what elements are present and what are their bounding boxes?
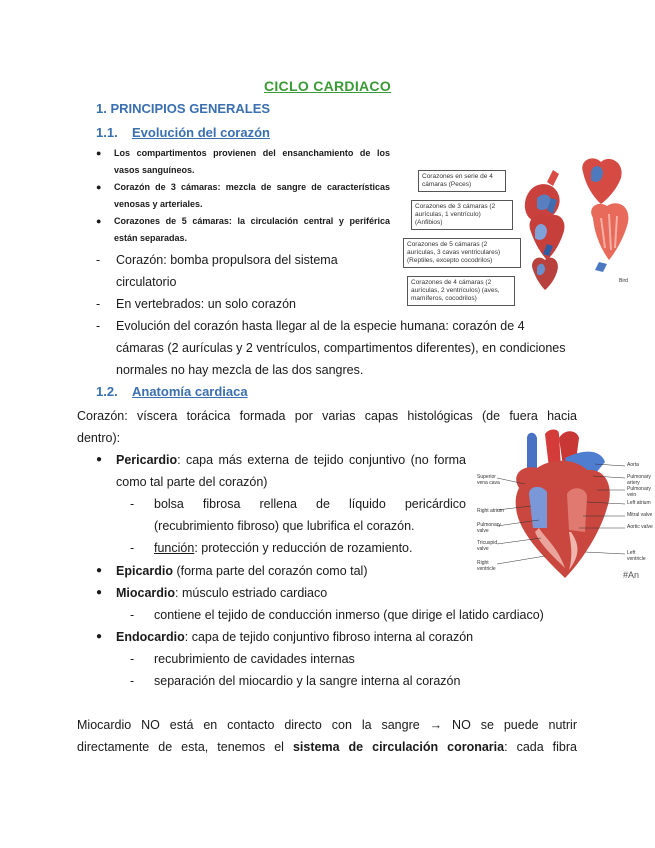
list-item: ● Los compartimentos provienen del ensanchamiento de los vasos sanguíneos. [96,145,390,179]
pericardio-subitems [130,493,466,559]
evolution-box-fish: Corazones en serie de 4 cámaras (Peces) [418,170,506,192]
label-mitral-valve: Mitral valve [627,512,653,518]
miocardio-subitems [130,604,610,626]
list-item: - bolsa fibrosa rellena de líquido pericárdico [130,497,466,511]
bullet-icon: ● [96,565,103,576]
subsection-number: 1.2. [96,384,118,399]
list-item-continuation: cámaras (2 aurículas y 2 ventrículos, compartimentos diferentes), en condiciones [116,341,566,355]
list-item: ● Epicardio (forma parte del corazón como tal) [96,560,566,582]
list-item: ● Miocardio: músculo estriado cardiaco [96,582,566,604]
dash-list-a [96,249,390,315]
bullet-icon: ● [96,454,103,465]
bullet-icon: ● [96,631,103,642]
heart-anatomy-figure [475,428,653,586]
list-item: - recubrimiento de cavidades internas [130,652,355,666]
list-item-continuation: normales no hay mezcla de las dos sangres. [116,363,364,377]
list-item: - En vertebrados: un solo corazón [96,297,296,311]
label-pulmonary-valve: Pulmonary valve [477,522,501,534]
subsection-number: 1.1. [96,125,118,140]
endocardio-subitems [130,648,610,692]
list-item: - contiene el tejido de conducción inmerso (que dirige el latido cardiaco) [130,608,544,622]
pericardio-item: ● Pericardio: capa más externa de tejido conjuntivo (no forma como tal parte del corazón) [96,449,466,493]
subsection-title: Evolución del corazón [132,125,270,140]
list-item: - separación del miocardio y la sangre interna al corazón [130,674,461,688]
heart-anatomy-illustration [475,428,653,586]
label-superior-vena-cava: Superior vena cava [477,474,500,486]
label-aorta: Aorta [627,462,639,468]
endocardio-item [96,626,566,648]
label-pulmonary-artery: Pulmonary artery [627,474,651,486]
closing-paragraph: Miocardio NO está en contacto directo con la sangre → NO se puede nutrir directamente de esta, tenemos el sistema de circulación coronaria: cada fibra [77,718,577,754]
watermark-text: #An [623,570,640,580]
dash-list-b [96,315,578,381]
label-right-ventricle: Right ventricle [477,560,496,572]
bullet-icon: ● [96,216,102,226]
list-item-continuation: (recubrimiento fibroso) que lubrifica el corazón. [154,519,415,533]
list-item: - Evolución del corazón hasta llegar al de la especie humana: corazón de 4 [96,319,525,333]
label-pulmonary-vein: Pulmonary vein [627,486,651,498]
small-bullet-list [96,145,390,247]
bullet-icon: ● [96,587,103,598]
bird-label: Bird [619,278,628,284]
list-item-continuation: circulatorio [116,275,177,289]
list-item: - función: protección y reducción de rozamiento. [130,541,413,555]
subsection-title: Anatomía cardiaca [132,384,248,399]
label-left-atrium: Left atrium [627,500,651,506]
label-right-atrium: Right atrium [477,508,504,514]
bullet-icon: ● [96,148,102,158]
evolution-box-mammal: Corazones de 4 cámaras (2 aurículas, 2 ventrículos) (aves, mamíferos, cocodrilos) [407,276,515,306]
page-title: CICLO CARDIACO [263,78,392,94]
label-left-ventricle: Left ventricle [627,550,646,562]
section-heading-principios: 1. PRINCIPIOS GENERALES [96,101,271,116]
list-item: ● Corazones de 5 cámaras: la circulación central y periférica están separadas. [96,213,390,247]
subsection-heading-anatomia [96,384,248,399]
subsection-heading-evolucion [96,125,270,140]
label-tricuspid-valve: Tricuspid valve [477,540,498,552]
label-aortic-valve: Aortic valve [627,524,653,530]
list-item: ● Corazón de 3 cámaras: mezcla de sangre de características venosas y arteriales. [96,179,390,213]
evolution-box-amphibian: Corazones de 3 cámaras (2 aurículas, 1 ventrículo) (Anfibios) [411,200,513,230]
evolution-box-reptile: Corazones de 5 cámaras (2 aurículas, 3 cavas ventriculares) (Reptiles, excepto cocodrilos) [403,238,521,268]
list-item: - Corazón: bomba propulsora del sistema [96,253,338,267]
heart-evolution-figure [397,152,651,314]
bullet-icon: ● [96,182,102,192]
list-item: ● Endocardio: capa de tejido conjuntivo fibroso interna al corazón [96,626,566,648]
intro-paragraph: Corazón: víscera torácica formada por varias capas histológicas (de fuera hacia dentro): [77,409,577,445]
